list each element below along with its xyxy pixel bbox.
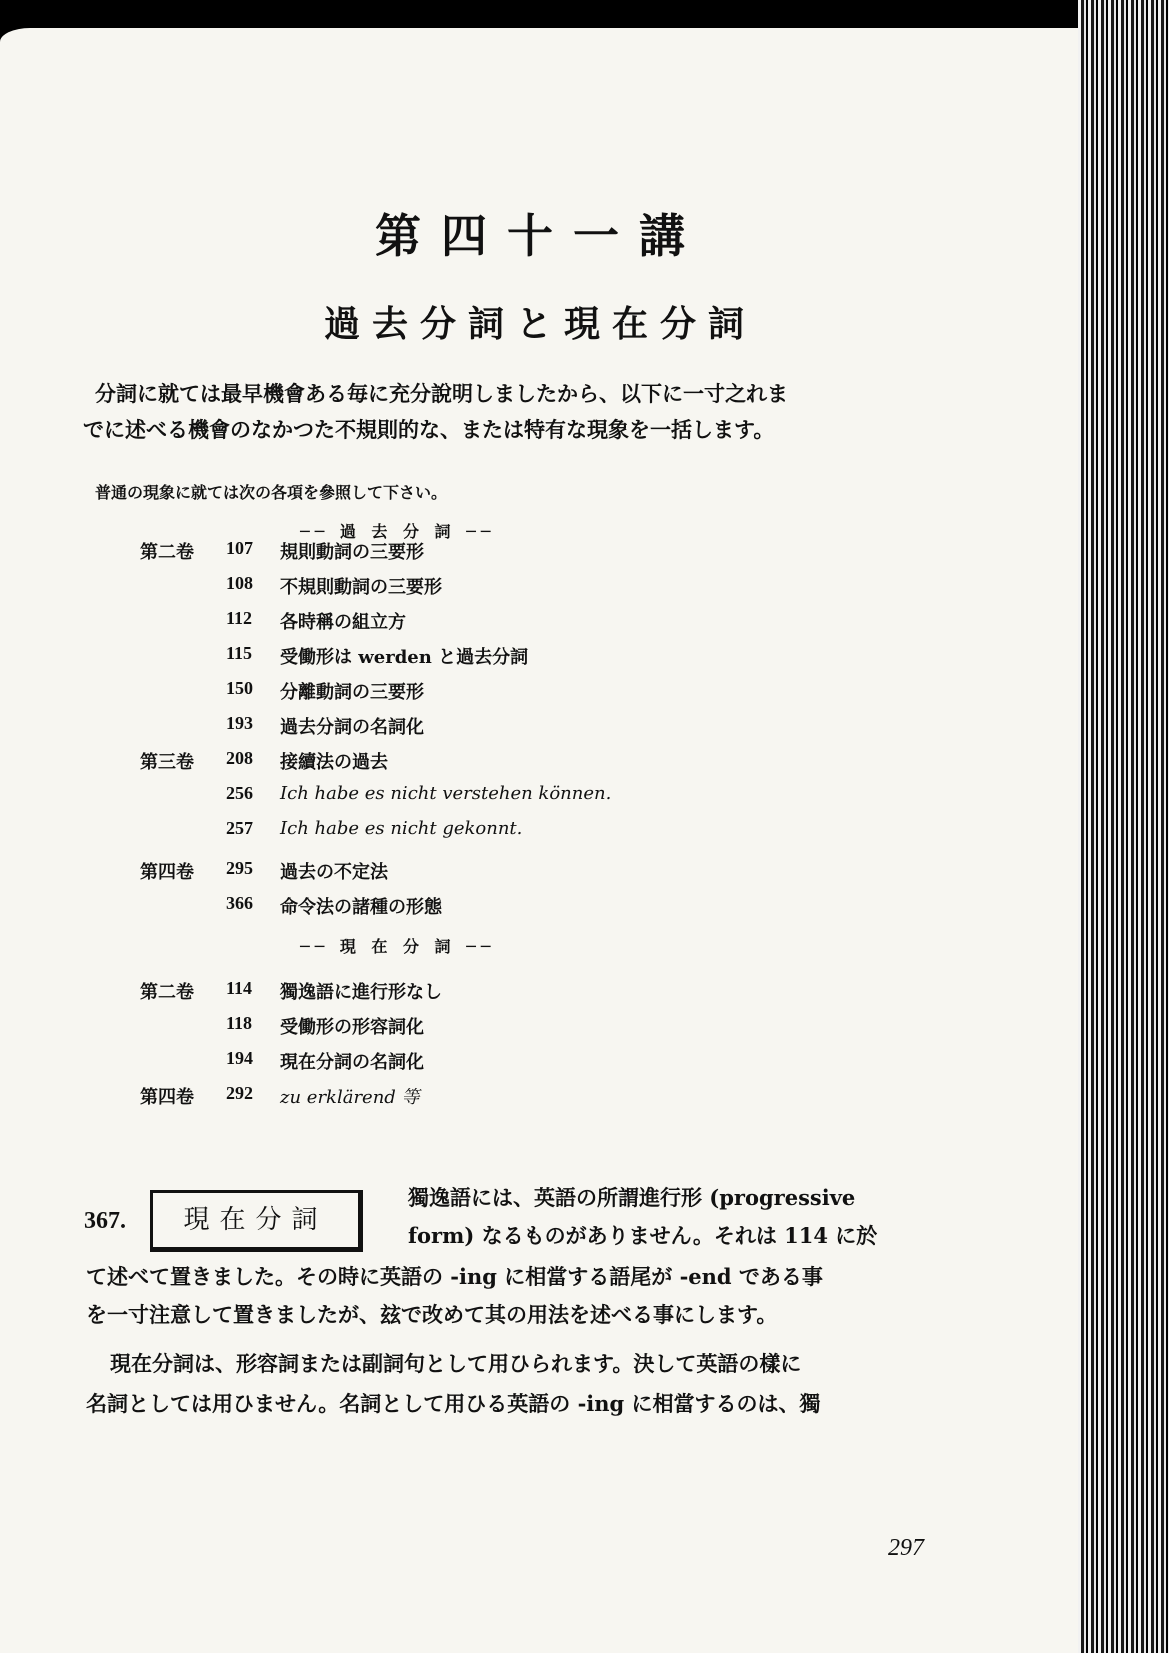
reference-text: 獨逸語に進行形なし [280,982,442,1003]
section-ref-number: 292 [226,1083,253,1103]
section-ref-number: 366 [226,893,253,913]
lecture-title: 第四十一講 [375,209,705,263]
section-ref-number: 193 [226,713,253,733]
section-ref-number: 118 [226,1013,253,1033]
reference-text: zu erklärend 等 [280,1087,420,1108]
volume-label: 第四卷 [140,862,194,883]
section-ref-number: 194 [226,1048,253,1068]
reference-note: 普通の現象に就ては次の各項を參照して下さい。 [95,483,448,502]
section-ref-number: 112 [226,608,253,628]
section-ref-number: 107 [226,538,253,558]
book-page-edge [1078,0,1169,1653]
present-participle-divider: ── 現 在 分 詞 ── [300,937,496,956]
boxed-section-title: 現在分詞 [150,1190,363,1252]
german-example: Ich habe es nicht verstehen können. [280,783,612,804]
section-367-paragraph-cont [86,1258,926,1334]
reference-text: 受働形の形容詞化 [280,1017,424,1038]
section-ref-number: 295 [226,858,253,878]
section-ref-number: 114 [226,978,253,998]
volume-label: 第四卷 [140,1087,194,1108]
text-line: form) なるものがありません。それは 114 に於 [408,1223,878,1248]
reference-text: 命令法の諸種の形態 [280,897,442,918]
section-ref-number: 108 [226,573,253,593]
section-title: 過去分詞と現在分詞 [323,303,756,345]
reference-text: 各時稱の組立方 [280,612,406,633]
reference-text: 過去分詞の名詞化 [280,717,424,738]
reference-text: 現在分詞の名詞化 [280,1052,424,1073]
section-ref-number: 257 [226,818,253,838]
intro-line-2: でに述べる機會のなかつた不規則的な、または特有な現象を一括します。 [83,417,775,442]
reference-text: 分離動詞の三要形 [280,682,424,703]
past-participle-divider: ── 過 去 分 詞 ── [300,522,496,541]
text-line: 獨逸語には、英語の所謂進行形 (progressive [408,1185,856,1210]
intro-paragraph [83,376,925,448]
reference-text: 不規則動詞の三要形 [280,577,442,598]
reference-text: 接續法の過去 [280,752,388,773]
page-number: 297 [888,1535,924,1561]
section-ref-number: 115 [226,643,253,663]
section-ref-number: 150 [226,678,253,698]
book-page [0,28,1080,1653]
text-line: を一寸注意して置きましたが、玆で改めて其の用法を述べる事にします。 [86,1302,778,1327]
volume-label: 第二卷 [140,542,194,563]
text-line: 名詞としては用ひません。名詞として用ひる英語の -ing に相當するのは、獨 [86,1391,821,1416]
reference-text: 過去の不定法 [280,862,388,883]
text-line: て述べて置きました。その時に英語の -ing に相當する語尾が -end である事 [86,1264,823,1289]
volume-label: 第二卷 [140,982,194,1003]
section-367-paragraph-start [408,1179,928,1255]
section-ref-number: 208 [226,748,253,768]
reference-text: 受働形は werden と過去分詞 [280,647,529,668]
body-paragraph [86,1344,926,1424]
reference-text: 規則動詞の三要形 [280,542,424,563]
intro-line-1: 分詞に就ては最早機會ある毎に充分說明しましたから、以下に一寸之れま [95,381,788,406]
section-ref-number: 256 [226,783,253,803]
text-line: 現在分詞は、形容詞または副詞句として用ひられます。決して英語の樣に [110,1351,802,1376]
german-example: Ich habe es nicht gekonnt. [280,818,523,839]
volume-label: 第三卷 [140,752,194,773]
section-number: 367. [84,1208,126,1234]
